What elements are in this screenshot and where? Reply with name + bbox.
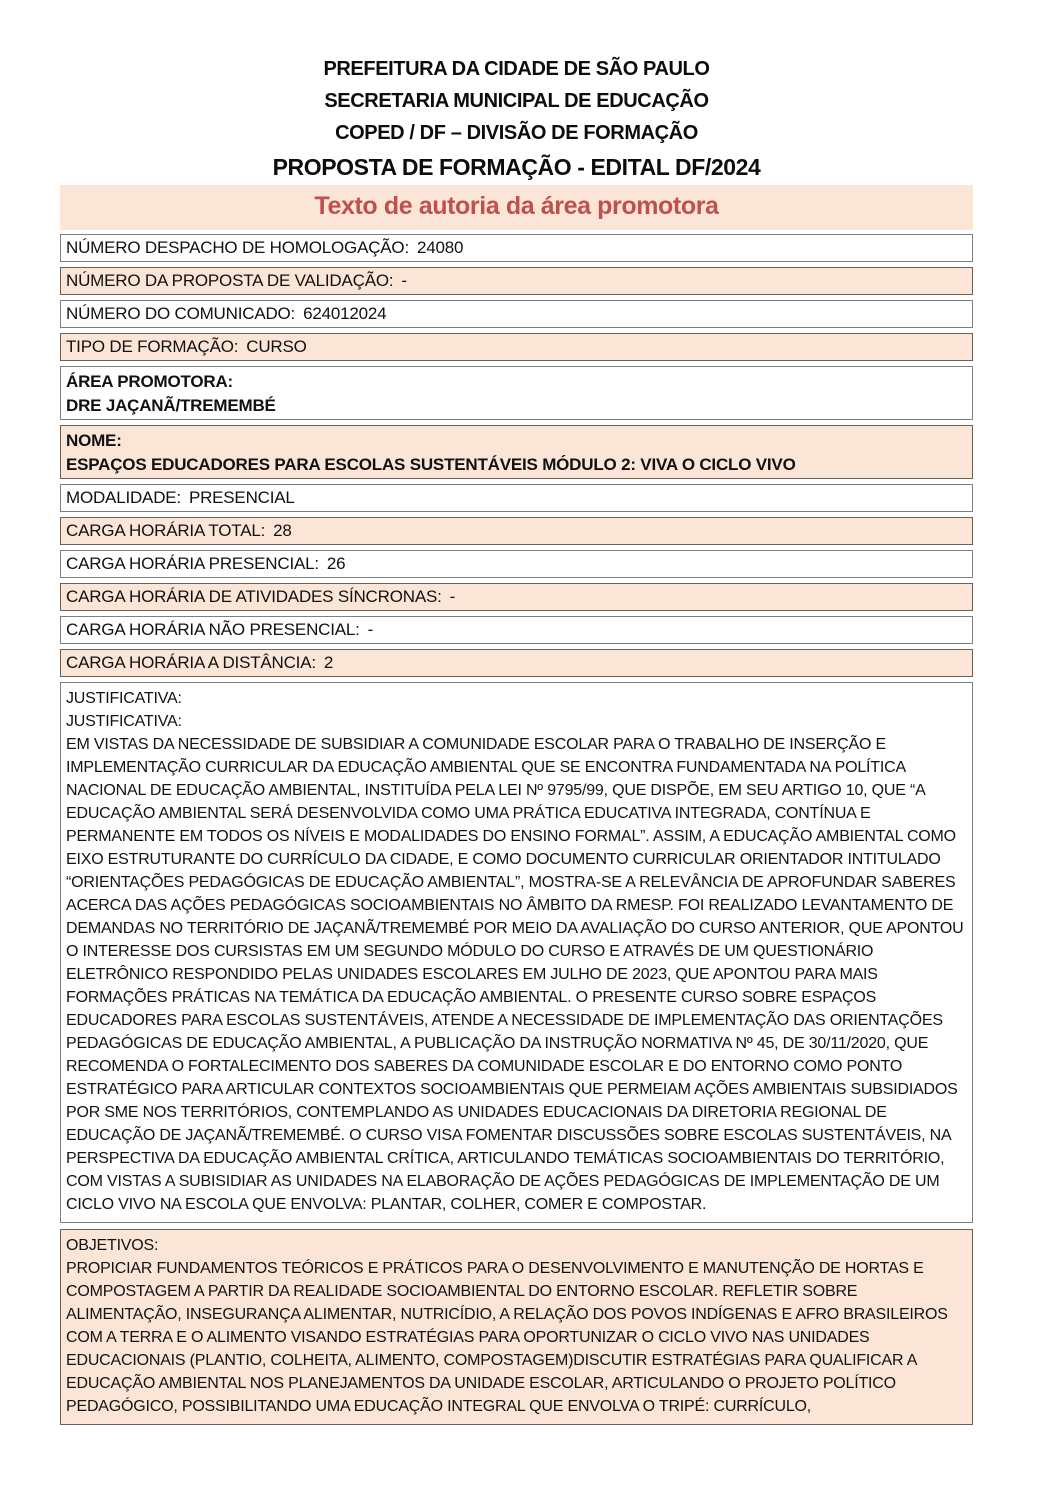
row-numero-proposta [60, 267, 973, 295]
row-modalidade [60, 484, 973, 512]
field-label: CARGA HORÁRIA NÃO PRESENCIAL: [66, 620, 360, 639]
header-line-prefeitura: PREFEITURA DA CIDADE DE SÃO PAULO [323, 58, 710, 80]
row-area-promotora [60, 366, 973, 420]
field-value: 24080 [416, 238, 464, 257]
justificativa-box [60, 682, 973, 1223]
field-value: 26 [326, 554, 346, 573]
field-label: ÁREA PROMOTORA: [66, 372, 234, 391]
objetivos-body: PROPICIAR FUNDAMENTOS TEÓRICOS E PRÁTICOS PARA O DESENVOLVIMENTO E MANUTENÇÃO DE HORTAS E COMPOSTAGEM A PARTIR DA REALIDADE SOCIOAMBIENTAL DO ENTORNO ESCOLAR. REFLETIR SOBRE ALIMENTAÇÃO, INSEGURANÇA ALIMENTAR, NUTRICÍDIO, A RELAÇÃO DOS POVOS INDÍGENAS E AFRO BRASILEIROS COM A TERRA E O ALIMENTO VISANDO ESTRATÉGIAS PARA OPORTUNIZAR O CICLO VIVO NAS UNIDADES EDUCACIONAIS (PLANTIO, COLHEITA, ALIMENTO, COMPOSTAGEM)DISCUTIR ESTRATÉGIAS PARA QUALIFICAR A EDUCAÇÃO AMBIENTAL NOS PLANEJAMENTOS DA UNIDADE ESCOLAR, ARTICULANDO O PROJETO POLÍTICO PEDAGÓGICO, POSSIBILITANDO UMA EDUCAÇÃO INTEGRAL QUE ENVOLVA O TRIPÉ: CURRÍCULO, [66, 1260, 948, 1415]
field-label: MODALIDADE: [66, 488, 181, 507]
field-label: NÚMERO DA PROPOSTA DE VALIDAÇÃO: [66, 271, 394, 290]
field-label: NOME: [66, 431, 122, 450]
row-carga-presencial [60, 550, 973, 578]
row-carga-sincronas [60, 583, 973, 611]
field-label: CARGA HORÁRIA A DISTÂNCIA: [66, 653, 316, 672]
row-carga-nao-presencial [60, 616, 973, 644]
row-numero-despacho [60, 234, 973, 262]
field-value: ESPAÇOS EDUCADORES PARA ESCOLAS SUSTENTÁVEIS MÓDULO 2: VIVA O CICLO VIVO [66, 455, 796, 474]
field-label: CARGA HORÁRIA TOTAL: [66, 521, 266, 540]
row-carga-distancia [60, 649, 973, 677]
field-value: 624012024 [303, 304, 387, 323]
banner-texto-autoria: Texto de autoria da área promotora [60, 185, 973, 230]
objetivos-box [60, 1229, 973, 1425]
field-value: DRE JAÇANÃ/TREMEMBÉ [66, 396, 276, 415]
justificativa-body: EM VISTAS DA NECESSIDADE DE SUBSIDIAR A COMUNIDADE ESCOLAR PARA O TRABALHO DE INSERÇÃO E IMPLEMENTAÇÃO CURRICULAR DA EDUCAÇÃO AMBIENTAL QUE SE ENCONTRA FUNDAMENTADA NA POLÍTICA NACIONAL DE EDUCAÇÃO AMBIENTAL, INSTITUÍDA PELA LEI Nº 9795/99, QUE DISPÕE, EM SEU ARTIGO 10, QUE “A EDUCAÇÃO AMBIENTAL SERÁ DESENVOLVIDA COMO UMA PRÁTICA EDUCATIVA INTEGRADA, CONTÍNUA E PERMANENTE EM TODOS OS NÍVEIS E MODALIDADES DO ENSINO FORMAL”. ASSIM, A EDUCAÇÃO AMBIENTAL COMO EIXO ESTRUTURANTE DO CURRÍCULO DA CIDADE, E COMO DOCUMENTO CURRICULAR ORIENTADOR INTITULADO “ORIENTAÇÕES PEDAGÓGICAS DE EDUCAÇÃO AMBIENTAL”, MOSTRA-SE A RELEVÂNCIA DE APROFUNDAR SABERES ACERCA DAS AÇÕES PEDAGÓGICAS SOCIOAMBIENTAIS NO ÂMBITO DA RMESP. FOI REALIZADO LEVANTAMENTO DE DEMANDAS NO TERRITÓRIO DE JAÇANÃ/TREMEMBÉ POR MEIO DA AVALIAÇÃO DO CURSO ANTERIOR, QUE APONTOU O INTERESSE DOS CURSISTAS EM UM SEGUNDO MÓDULO DO CURSO E ATRAVÉS DE UM QUESTIONÁRIO ELETRÔNICO RESPONDIDO PELAS UNIDADES ESCOLARES EM JULHO DE 2023, QUE APONTOU PARA MAIS FORMAÇÕES PRÁTICAS NA TEMÁTICA DA EDUCAÇÃO AMBIENTAL. O PRESENTE CURSO SOBRE ESPAÇOS EDUCADORES PARA ESCOLAS SUSTENTÁVEIS, ATENDE A NECESSIDADE DE IMPLEMENTAÇÃO DAS ORIENTAÇÕES PEDAGÓGICAS DE EDUCAÇÃO AMBIENTAL, A PUBLICAÇÃO DA INSTRUÇÃO NORMATIVA Nº 45, DE 30/11/2020, QUE RECOMENDA O FORTALECIMENTO DOS SABERES DA COMUNIDADE ESCOLAR E DO ENTORNO COMO PONTO ESTRATÉGICO PARA ARTICULAR CONTEXTOS SOCIOAMBIENTAIS QUE PERMEIAM AÇÕES AMBIENTAIS SUBSIDIADOS POR SME NOS TERRITÓRIOS, CONTEMPLANDO AS UNIDADES EDUCACIONAIS DA DIRETORIA REGIONAL DE EDUCAÇÃO DE JAÇANÃ/TREMEMBÉ. O CURSO VISA FOMENTAR DISCUSSÕES SOBRE ESCOLAS SUSTENTÁVEIS, NA PERSPECTIVA DA EDUCAÇÃO AMBIENTAL CRÍTICA, ARTICULANDO TEMÁTICAS SOCIOAMBIENTAIS DO TERRITÓRIO, COM VISTAS A SUBISIDIAR AS UNIDADES NA ELABORAÇÃO DE AÇÕES PEDAGÓGICAS DE IMPLEMENTAÇÃO DE UM CICLO VIVO NA ESCOLA QUE ENVOLVA: PLANTAR, COLHER, COMER E COMPOSTAR. [66, 736, 964, 1213]
field-value: PRESENCIAL [188, 488, 295, 507]
header-line-secretaria: SECRETARIA MUNICIPAL DE EDUCAÇÃO [324, 90, 709, 112]
row-carga-total [60, 517, 973, 545]
field-label: CARGA HORÁRIA PRESENCIAL: [66, 554, 319, 573]
field-value: - [401, 271, 407, 290]
field-rows [60, 234, 973, 677]
justificativa-heading-1: JUSTIFICATIVA: [66, 690, 182, 707]
field-value: - [367, 620, 374, 639]
field-value: 28 [273, 521, 292, 540]
objetivos-heading: OBJETIVOS: [66, 1237, 159, 1254]
row-nome [60, 425, 973, 479]
field-value: 2 [323, 653, 334, 672]
field-label: CARGA HORÁRIA DE ATIVIDADES SÍNCRONAS: [66, 587, 442, 606]
justificativa-heading-2: JUSTIFICATIVA: [66, 713, 182, 730]
field-label: NÚMERO DESPACHO DE HOMOLOGAÇÃO: [66, 238, 409, 257]
header-line-coped: COPED / DF – DIVISÃO DE FORMAÇÃO [335, 122, 698, 144]
field-value: - [449, 587, 456, 606]
field-label: TIPO DE FORMAÇÃO: [66, 337, 239, 356]
row-tipo-formacao [60, 333, 973, 361]
field-value: CURSO [246, 337, 307, 356]
field-label: NÚMERO DO COMUNICADO: [66, 304, 296, 323]
document-header [60, 58, 973, 230]
row-numero-comunicado [60, 300, 973, 328]
header-line-proposta: PROPOSTA DE FORMAÇÃO - EDITAL DF/2024 [272, 154, 761, 180]
